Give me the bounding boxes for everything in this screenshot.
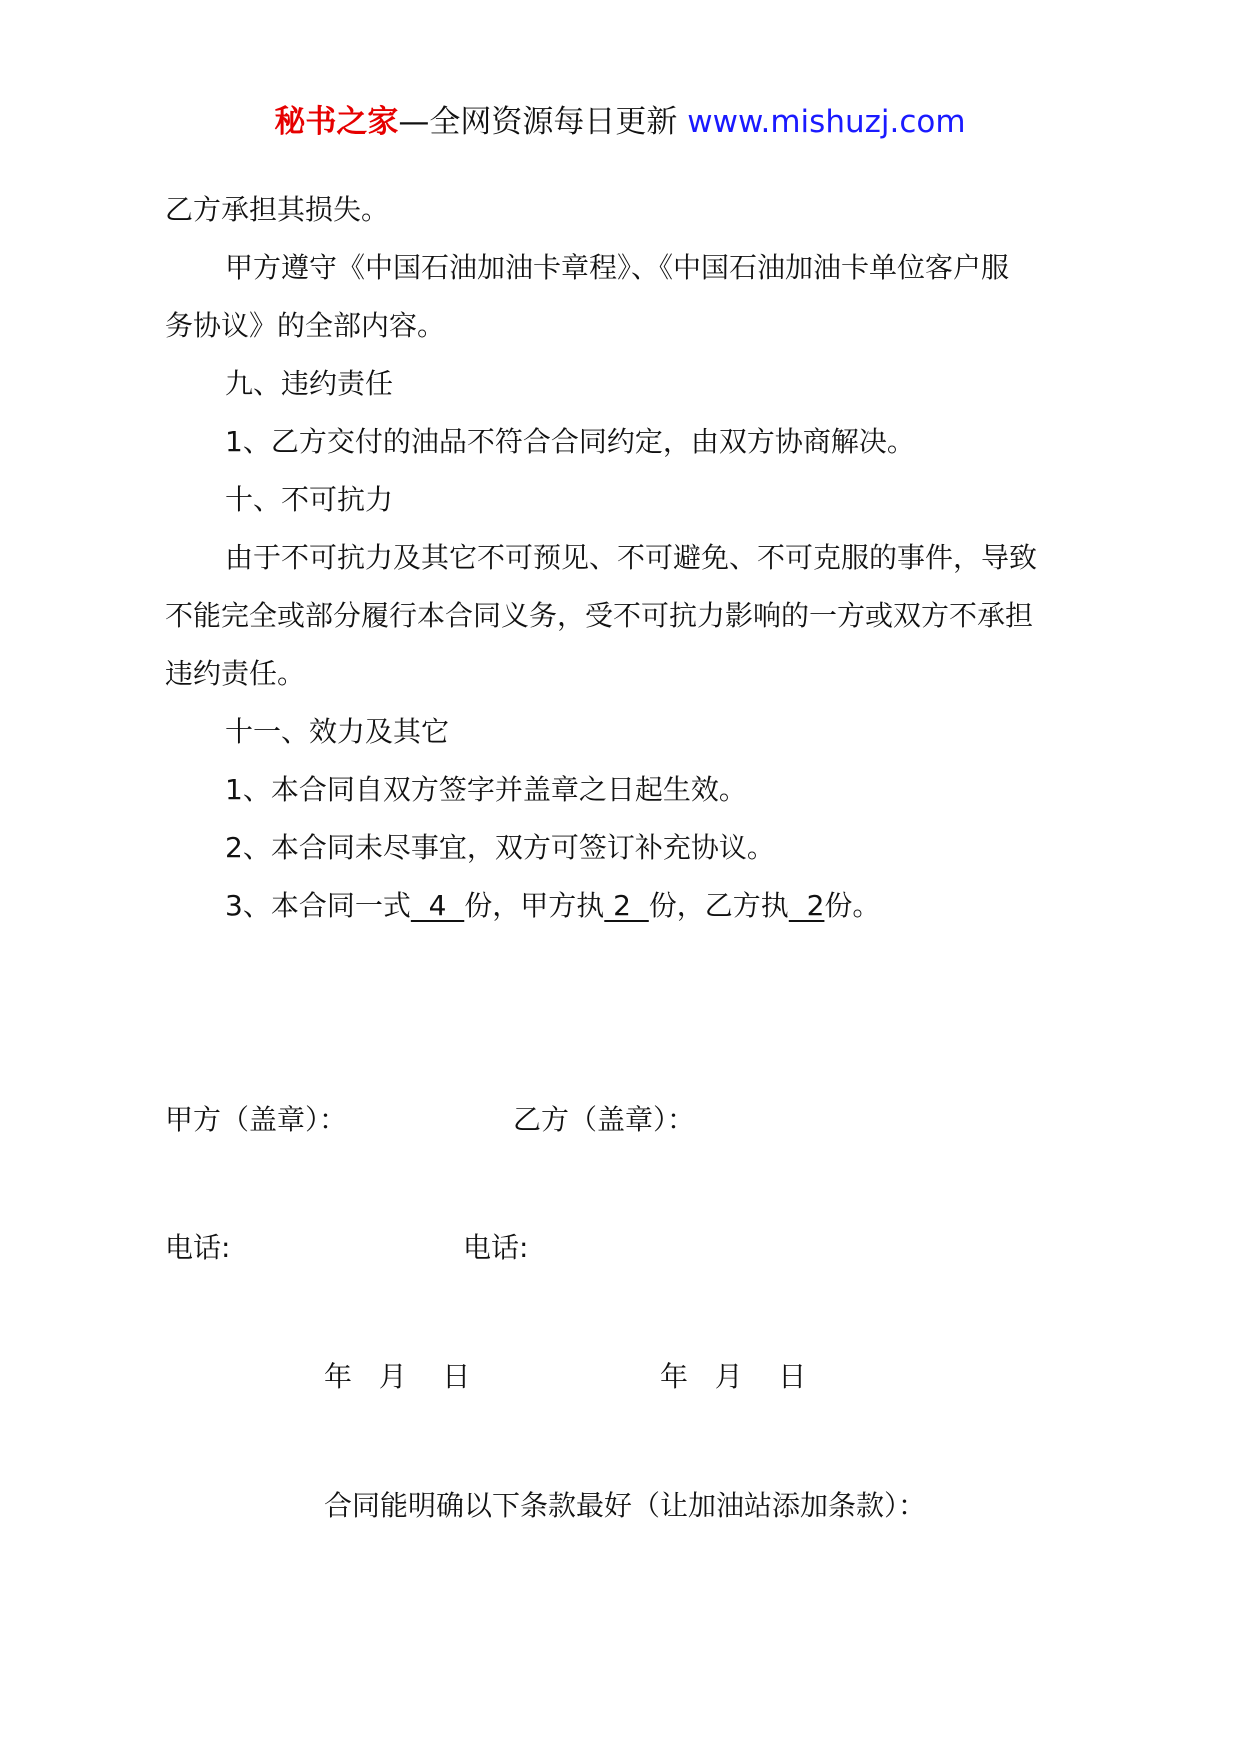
party-a-date: 年 月 日 xyxy=(324,1360,471,1393)
clause-breach-1: 1、乙方交付的油品不符合合同约定，由双方协商解决。 xyxy=(225,425,915,458)
site-brand: 秘书之家 xyxy=(274,104,399,140)
paragraph-compliance-line2: 务协议》的全部内容。 xyxy=(165,309,446,342)
clause-copies-prefix: 3、本合同一式 xyxy=(225,889,411,922)
party-b-date: 年 月 日 xyxy=(660,1360,807,1393)
section-heading-force-majeure: 十、不可抗力 xyxy=(225,483,394,516)
party-b-copies-blank: 2 xyxy=(788,889,825,922)
paragraph-loss: 乙方承担其损失。 xyxy=(165,193,390,226)
paragraph-force-majeure-line1: 由于不可抗力及其它不可预见、不可避免、不可克服的事件，导致 xyxy=(225,541,1038,574)
party-a-phone-label: 电话: xyxy=(165,1231,231,1264)
footer-note: 合同能明确以下条款最好（让加油站添加条款）： xyxy=(324,1489,927,1522)
site-tagline: —全网资源每日更新 xyxy=(398,104,678,140)
section-heading-breach: 九、违约责任 xyxy=(225,367,394,400)
total-copies-blank: 4 xyxy=(410,889,465,922)
section-heading-validity: 十一、效力及其它 xyxy=(225,715,450,748)
party-b-seal-label: 乙方（盖章）： xyxy=(513,1103,696,1136)
clause-validity-1: 1、本合同自双方签字并盖章之日起生效。 xyxy=(225,773,747,806)
party-b-phone-label: 电话: xyxy=(463,1231,529,1264)
clause-validity-3 xyxy=(225,886,880,926)
site-url[interactable]: www.mishuzj.com xyxy=(687,104,966,140)
party-a-copies-blank: 2 xyxy=(604,889,649,922)
clause-validity-2: 2、本合同未尽事宜，双方可签订补充协议。 xyxy=(225,831,775,864)
site-header xyxy=(0,100,1240,144)
paragraph-force-majeure-line3: 违约责任。 xyxy=(165,657,306,690)
paragraph-force-majeure-line2: 不能完全或部分履行本合同义务，受不可抗力影响的一方或双方不承担 xyxy=(165,599,1034,632)
party-a-seal-label: 甲方（盖章）： xyxy=(165,1103,348,1136)
clause-copies-mid2: 份，乙方执 xyxy=(648,889,789,922)
clause-copies-suffix: 份。 xyxy=(824,889,881,922)
paragraph-compliance-line1: 甲方遵守《中国石油加油卡章程》、《中国石油加油卡单位客户服 xyxy=(225,251,1010,284)
clause-copies-mid1: 份，甲方执 xyxy=(464,889,605,922)
